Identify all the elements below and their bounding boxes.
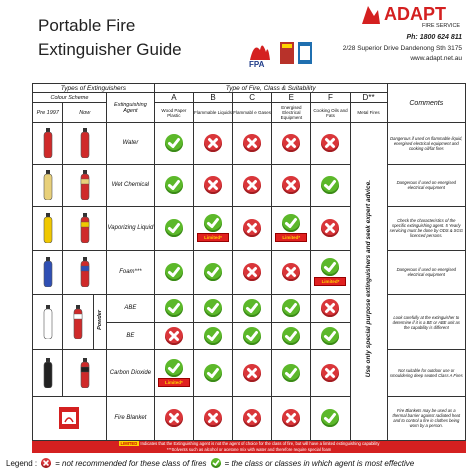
class-label-c: Flammabl e Gases — [233, 103, 272, 123]
class-letter-c: C — [233, 93, 272, 103]
legend — [6, 456, 472, 470]
suitability-cell — [272, 250, 311, 294]
suitability-cell — [193, 350, 232, 396]
legend-title: Legend : — [6, 458, 38, 468]
table-row — [33, 206, 466, 250]
agent-label: Water — [106, 123, 154, 165]
agent-label: Vaporizing Liquid — [106, 206, 154, 250]
header — [0, 0, 474, 80]
footnote-limited-badge: LIMITED — [120, 441, 138, 446]
check-icon — [282, 327, 300, 345]
table-row — [33, 123, 466, 165]
suitability-cell — [311, 294, 350, 322]
cross-icon — [243, 364, 261, 382]
check-icon — [282, 299, 300, 317]
suitability-cell — [311, 322, 350, 350]
suitability-cell — [233, 396, 272, 440]
fire-header: Type of Fire, Class & Suitability — [154, 84, 387, 93]
cross-icon — [282, 134, 300, 152]
suitability-cell — [272, 294, 311, 322]
cross-icon — [243, 176, 261, 194]
table-row — [33, 294, 466, 322]
agent-header: Extinguishing Agent — [106, 93, 154, 123]
comment-cell: Check the characteristics of the specific extinguishing agent. 5 Yearly servicing must be done by ODS & SGG licenced persons. — [387, 206, 465, 250]
suitability-cell — [311, 123, 350, 165]
cross-icon — [282, 263, 300, 281]
cross-icon — [204, 409, 222, 427]
cross-icon — [204, 176, 222, 194]
suitability-cell — [154, 164, 193, 206]
agent-label: ABE — [106, 294, 154, 322]
check-icon — [321, 258, 339, 276]
pre-1997-header: Pre 1997 — [33, 103, 63, 123]
cross-icon — [165, 327, 183, 345]
suitability-cell — [272, 396, 311, 440]
comment-cell: Dangerous if used on energised electrical equipment — [387, 250, 465, 294]
class-label-a: Wood Paper Plastic — [154, 103, 193, 123]
comment-cell: Dangerous if used on energised electrical equipment — [387, 164, 465, 206]
now-image — [63, 164, 107, 206]
website-link[interactable]: www.adapt.net.au — [410, 55, 462, 62]
suitability-cell — [272, 322, 311, 350]
suitability-cell — [272, 164, 311, 206]
suitability-cell — [193, 396, 232, 440]
pre-1997-image — [33, 294, 63, 350]
suitability-cell — [154, 396, 193, 440]
brand-name: ADAPT — [384, 4, 446, 24]
suitability-cell — [311, 396, 350, 440]
now-image — [63, 294, 93, 350]
check-icon — [211, 458, 221, 468]
check-icon — [204, 364, 222, 382]
class-label-b: Flammable Liquids — [193, 103, 232, 123]
suitability-cell — [193, 206, 232, 250]
footnote-line2: ***Solvents such as alcohol or acetone mix with water and therefore require special foam — [166, 447, 332, 452]
class-letter-f: F — [311, 93, 350, 103]
check-icon — [204, 263, 222, 281]
suitability-cell — [193, 322, 232, 350]
suitability-cell — [193, 164, 232, 206]
limited-badge: Limited* — [197, 233, 229, 242]
suitability-cell — [272, 350, 311, 396]
legend-not-recommended: = not recommended for these class of fires — [55, 458, 207, 468]
now-image — [63, 350, 107, 396]
comment-cell: Not suitable for outdoor use or smouldering deep seated Class A Fires — [387, 350, 465, 396]
suitability-cell — [193, 123, 232, 165]
fpa-text: FPA — [249, 60, 265, 68]
address-text: 2/28 Superior Drive Dandenong Sth 3175 — [342, 45, 462, 52]
now-header: Now — [63, 103, 107, 123]
suitability-cell — [154, 250, 193, 294]
suitability-cell — [233, 164, 272, 206]
cross-icon — [321, 364, 339, 382]
check-icon — [243, 299, 261, 317]
comment-cell: Fire Blankets may be used as a thermal barrier against radiated heat and to control a fire in clothes being worn by a person. — [387, 396, 465, 440]
suitability-cell — [272, 123, 311, 165]
footnote-line1: Indicates that the Extinguishing agent is not the agent of choice for the class of fire, but will have a limited extinguishing capability — [140, 441, 380, 446]
comment-cell: Dangerous if used on flammable liquid, energised electrical equipment and cooking oil/fat fires — [387, 123, 465, 165]
flame-icon — [360, 2, 472, 28]
now-image — [63, 206, 107, 250]
suitability-cell — [233, 250, 272, 294]
suitability-cell — [311, 206, 350, 250]
suitability-cell — [154, 294, 193, 322]
pre-1997-image — [33, 206, 63, 250]
class-d-note: Use only special purpose extinguishers and seek expert advice. — [350, 123, 387, 441]
page-title-line1: Portable Fire — [38, 16, 136, 35]
check-icon — [321, 409, 339, 427]
suitability-cell — [233, 294, 272, 322]
suitability-cell — [154, 350, 193, 396]
cross-icon — [165, 409, 183, 427]
cross-icon — [321, 134, 339, 152]
class-label-d: Metal Fires — [350, 103, 387, 123]
now-image — [63, 123, 107, 165]
types-header: Types of Extinguishers — [33, 84, 155, 93]
suitability-cell — [193, 294, 232, 322]
comments-header: Comments — [387, 84, 465, 123]
agent-label: BE — [106, 322, 154, 350]
cross-icon — [243, 219, 261, 237]
class-letter-b: B — [193, 93, 232, 103]
suitability-cell — [233, 350, 272, 396]
footnote — [32, 441, 466, 453]
check-icon — [243, 327, 261, 345]
phone-text: Ph: 1800 624 811 — [406, 34, 462, 41]
table-row — [33, 396, 466, 440]
check-icon — [204, 214, 222, 232]
cross-icon — [321, 219, 339, 237]
comment-cell: Look carefully at the extinguisher to determine if it is a BE or ABE unit as the capability is different — [387, 294, 465, 350]
suitability-cell — [154, 206, 193, 250]
cross-icon — [204, 134, 222, 152]
class-label-f: Cooking Oils and Fats — [311, 103, 350, 123]
class-letter-d: D** — [350, 93, 387, 103]
brand-logo — [360, 2, 472, 28]
cross-icon — [282, 409, 300, 427]
class-letter-a: A — [154, 93, 193, 103]
page-title-line2: Extinguisher Guide — [38, 40, 182, 59]
cross-icon — [243, 409, 261, 427]
powder-label: Powder — [93, 294, 106, 350]
check-icon — [282, 214, 300, 232]
pre-1997-image — [33, 123, 63, 165]
suitability-cell — [233, 123, 272, 165]
suitability-cell — [311, 250, 350, 294]
agent-label: Fire Blanket — [106, 396, 154, 440]
now-image — [63, 250, 107, 294]
class-label-e: Energised Electrical Equipment — [272, 103, 311, 123]
check-icon — [165, 359, 183, 377]
pre-1997-image — [33, 250, 63, 294]
certification-logos — [248, 38, 316, 68]
pre-1997-image — [33, 350, 63, 396]
suitability-cell — [154, 123, 193, 165]
colour-scheme-header: Colour Scheme — [33, 93, 107, 103]
check-icon — [321, 327, 339, 345]
fire-blanket-image — [33, 396, 107, 440]
check-icon — [165, 299, 183, 317]
suitability-cell — [233, 322, 272, 350]
agent-label: Carbon Dioxide — [106, 350, 154, 396]
pre-1997-image — [33, 164, 63, 206]
cross-icon — [282, 176, 300, 194]
extinguisher-table — [32, 83, 466, 441]
cross-icon — [243, 134, 261, 152]
limited-badge: Limited* — [314, 277, 346, 286]
suitability-cell — [154, 322, 193, 350]
check-icon — [165, 176, 183, 194]
suitability-cell — [311, 350, 350, 396]
suitability-cell — [233, 206, 272, 250]
table-row — [33, 350, 466, 396]
check-icon — [165, 134, 183, 152]
check-icon — [321, 176, 339, 194]
cross-icon — [321, 299, 339, 317]
table-row — [33, 164, 466, 206]
suitability-cell — [311, 164, 350, 206]
check-icon — [204, 299, 222, 317]
agent-label: Foam*** — [106, 250, 154, 294]
suitability-cell — [272, 206, 311, 250]
legend-most-effective: = the class or classes in which agent is most effective — [224, 458, 415, 468]
table-row — [33, 250, 466, 294]
cross-icon — [243, 263, 261, 281]
brand-sub: FIRE SERVICE — [422, 23, 461, 28]
class-letter-e: E — [272, 93, 311, 103]
limited-badge: Limited* — [275, 233, 307, 242]
suitability-cell — [193, 250, 232, 294]
agent-label: Wet Chemical — [106, 164, 154, 206]
check-icon — [204, 327, 222, 345]
check-icon — [165, 219, 183, 237]
limited-badge: Limited* — [158, 378, 190, 387]
cross-icon — [41, 458, 51, 468]
check-icon — [165, 263, 183, 281]
check-icon — [282, 364, 300, 382]
